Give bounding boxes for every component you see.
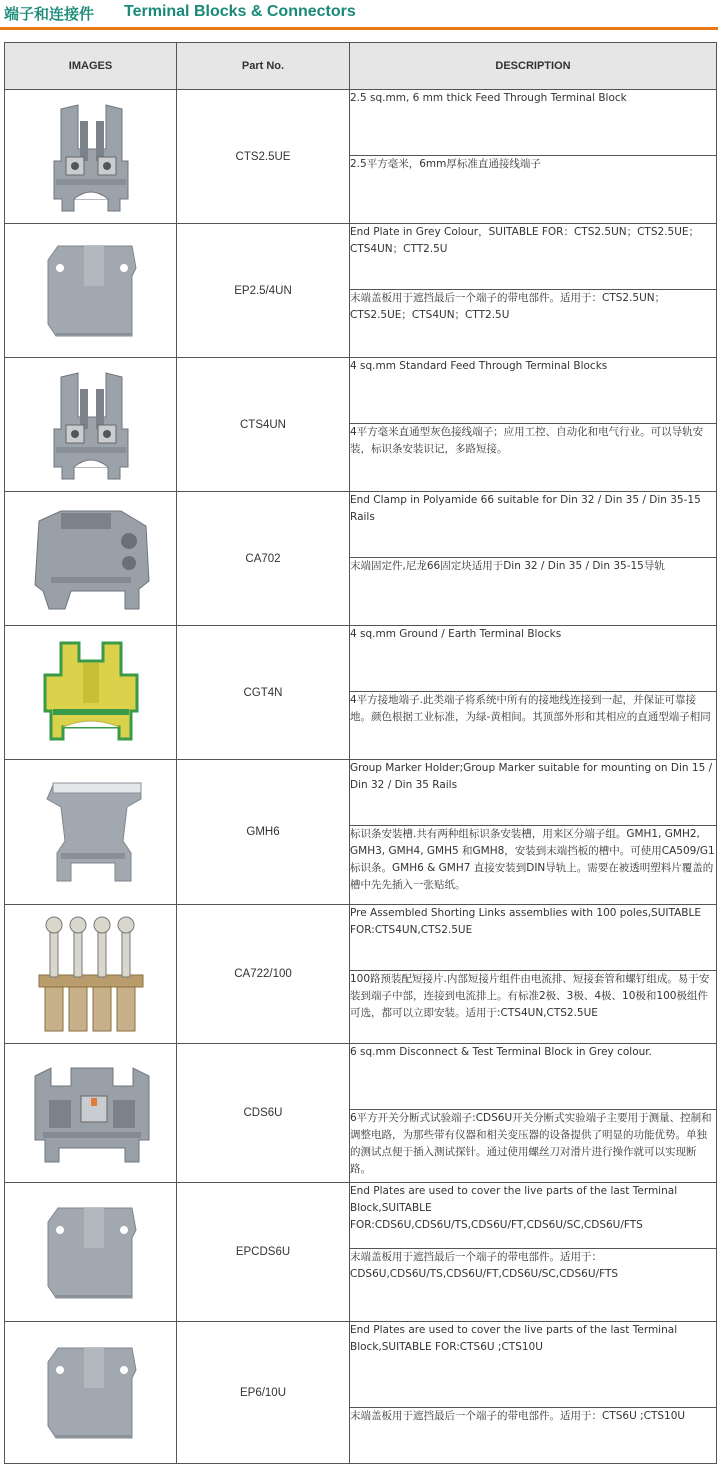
terminal-block-cts-icon — [5, 367, 176, 482]
description-chinese: 末端盖板用于遮挡最后一个端子的带电部件。适用于：CDS6U,CDS6U/TS,CDS6U/FT,CDS6U/SC,CDS6U/FTS — [350, 1249, 717, 1322]
description-chinese: 4平方毫米直通型灰色接线端子；应用工控、自动化和电气行业。可以导轨安装，标识条安装识记，多路短接。 — [350, 424, 717, 492]
table-row — [5, 1044, 717, 1110]
part-number: CTS4UN — [177, 358, 350, 492]
product-image — [5, 90, 177, 224]
disconnect-terminal-icon — [5, 1056, 176, 1171]
description-chinese: 末端固定件,尼龙66固定块适用于Din 32 / Din 35 / Din 35-15导轨 — [350, 558, 717, 626]
part-number: CA702 — [177, 492, 350, 626]
description-chinese: 100路预装配短接片.内部短接片组件由电流排、短接套管和螺钉组成。易于安装到端子中部，连接到电流排上。有标准2极、3极、4极、10极和100极组件可选，都可以立即安装。适用于:CTS4UN,CTS2.5UE — [350, 971, 717, 1044]
product-image — [5, 760, 177, 905]
description-english: Pre Assembled Shorting Links assemblies with 100 poles,SUITABLE FOR:CTS4UN,CTS2.5UE — [350, 905, 717, 971]
description-english: End Clamp in Polyamide 66 suitable for Din 32 / Din 35 / Din 35-15 Rails — [350, 492, 717, 558]
page-header — [0, 0, 725, 30]
part-number: CDS6U — [177, 1044, 350, 1183]
product-image — [5, 224, 177, 358]
end-plate-icon — [5, 1200, 176, 1305]
table-row — [5, 90, 717, 156]
part-number: EP2.5/4UN — [177, 224, 350, 358]
product-table — [4, 42, 717, 1464]
page-title-cn: 端子和连接件 — [4, 5, 95, 23]
description-english: 4 sq.mm Standard Feed Through Terminal Blocks — [350, 358, 717, 424]
table-header-row — [5, 43, 717, 90]
product-image — [5, 492, 177, 626]
description-chinese: 4平方接地端子.此类端子将系统中所有的接地线连接到一起，并保证可靠接地。颜色根据工业标准，为绿-黄相间。其顶部外形和其相应的直通型端子相同 — [350, 692, 717, 760]
description-chinese: 标识条安装槽.共有两种组标识条安装槽，用来区分端子组。GMH1, GMH2, GMH3, GMH4, GMH5 和GMH8，安装到末端挡板的槽中。可使用CA509/G1 标识条。GMH6 & GMH7 直接安装到DIN导轨上。需要在被透明塑料片覆盖的槽中先先插入一张贴纸。 — [350, 826, 717, 905]
product-image — [5, 626, 177, 760]
column-header-description: DESCRIPTION — [350, 43, 717, 90]
description-chinese: 末端盖板用于遮挡最后一个端子的带电部件。适用于：CTS6U ;CTS10U — [350, 1408, 717, 1464]
description-english: 2.5 sq.mm, 6 mm thick Feed Through Terminal Block — [350, 90, 717, 156]
part-number: CA722/100 — [177, 905, 350, 1044]
part-number: CGT4N — [177, 626, 350, 760]
description-chinese: 末端盖板用于遮挡最后一个端子的带电部件。适用于：CTS2.5UN；CTS2.5UE；CTS4UN；CTT2.5U — [350, 290, 717, 358]
table-row — [5, 905, 717, 971]
table-row — [5, 1322, 717, 1408]
product-image — [5, 1183, 177, 1322]
description-english: Group Marker Holder;Group Marker suitable for mounting on Din 15 / Din 32 / Din 35 Rails — [350, 760, 717, 826]
table-row — [5, 1183, 717, 1249]
description-english: End Plate in Grey Colour，SUITABLE FOR：CTS2.5UN；CTS2.5UE；CTS4UN；CTT2.5U — [350, 224, 717, 290]
description-english: End Plates are used to cover the live parts of the last Terminal Block,SUITABLE FOR:CTS6U ;CTS10U — [350, 1322, 717, 1408]
description-chinese: 6平方开关分断式试验端子:CDS6U开关分断式实验端子主要用于测量、控制和调整电路，为那些带有仪器和相关变压器的设备提供了明显的功能优势。单独的测试点便于插入测试探针。通过使用螺丝刀对滑片进行操作就可以实现断路。 — [350, 1110, 717, 1183]
table-row — [5, 626, 717, 692]
end-plate-icon — [5, 238, 176, 343]
header-divider — [0, 27, 718, 30]
terminal-block-cts-icon — [5, 99, 176, 214]
part-number: CTS2.5UE — [177, 90, 350, 224]
end-plate-icon — [5, 1340, 176, 1445]
part-number: EP6/10U — [177, 1322, 350, 1464]
description-english: 6 sq.mm Disconnect & Test Terminal Block in Grey colour. — [350, 1044, 717, 1110]
product-image — [5, 358, 177, 492]
description-english: 4 sq.mm Ground / Earth Terminal Blocks — [350, 626, 717, 692]
end-clamp-icon — [5, 501, 176, 616]
column-header-part-no: Part No. — [177, 43, 350, 90]
group-marker-holder-icon — [5, 777, 176, 887]
table-row — [5, 224, 717, 290]
table-row — [5, 760, 717, 826]
ground-terminal-icon — [5, 635, 176, 750]
page-title-en: Terminal Blocks & Connectors — [124, 3, 356, 20]
part-number: EPCDS6U — [177, 1183, 350, 1322]
product-image — [5, 1044, 177, 1183]
shorting-link-icon — [5, 909, 176, 1039]
column-header-images: IMAGES — [5, 43, 177, 90]
description-english: End Plates are used to cover the live parts of the last Terminal Block,SUITABLE FOR:CDS6U,CDS6U/TS,CDS6U/FT,CDS6U/SC,CDS6U/FTS — [350, 1183, 717, 1249]
table-row — [5, 358, 717, 424]
description-chinese: 2.5平方毫米，6mm厚标准直通接线端子 — [350, 156, 717, 224]
product-image — [5, 905, 177, 1044]
product-image — [5, 1322, 177, 1464]
table-row — [5, 492, 717, 558]
part-number: GMH6 — [177, 760, 350, 905]
